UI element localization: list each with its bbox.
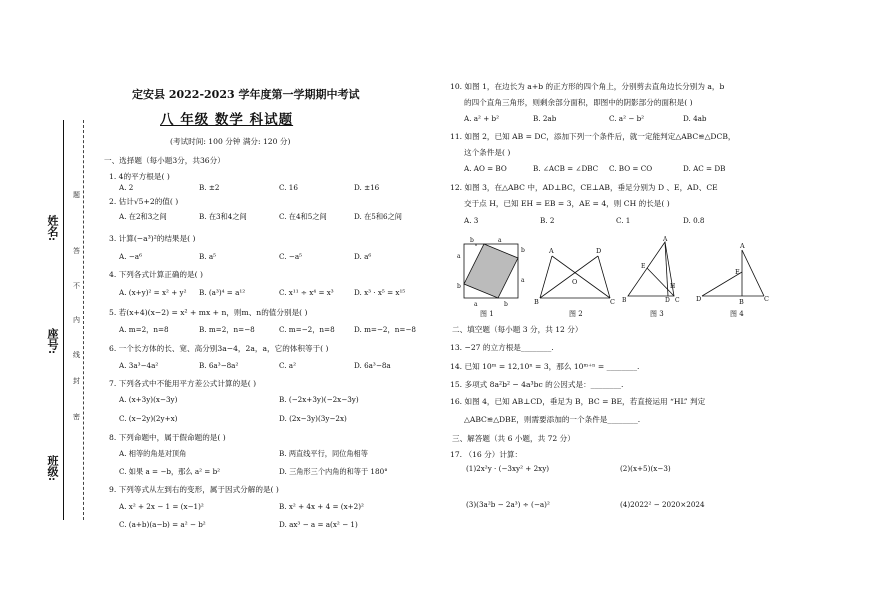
seat-label: 座号: (46, 328, 59, 355)
option: B. x² + 4x + 4 = (x+2)² (279, 502, 364, 511)
question-stem: 8. 下列命题中，属于假命题的是( ) (109, 433, 226, 442)
option: D. 4ab (683, 114, 707, 123)
svg-text:b: b (504, 301, 508, 308)
seal-word: 内 (73, 316, 80, 324)
question-stem: 3. 计算(−a³)²的结果是( ) (109, 234, 196, 243)
option: C. m=−2，n=8 (279, 325, 335, 334)
option: B. ±2 (199, 183, 220, 192)
question-stem: 7. 下列各式中不能用平方差公式计算的是( ) (109, 379, 257, 388)
figure-2 (540, 256, 610, 298)
option: C. a² (279, 361, 296, 370)
seal-word: 密 (73, 413, 80, 421)
q14: 14. 已知 10ᵐ = 12,10ⁿ = 3，那么 10ᵐ⁺ⁿ = ________. (450, 362, 640, 371)
seal-word: 封 (73, 377, 80, 385)
section2-heading: 二、填空题（每小题 3 分，共 12 分） (452, 325, 583, 334)
svg-text:D: D (596, 247, 602, 255)
option: D. 在5和6之间 (354, 212, 402, 221)
svg-text:B: B (622, 297, 627, 304)
exam-title: 定安县 2022-2023 学年度第一学期期中考试 (132, 88, 360, 101)
seal-dash-line (83, 120, 84, 520)
option: A. 在2和3之间 (119, 212, 167, 221)
option: D. 6a³−8a (354, 361, 391, 370)
exam-info: (考试时间: 100 分钟 满分: 120 分) (170, 137, 291, 146)
svg-text:A: A (740, 242, 745, 250)
option: B. 2 (540, 216, 555, 225)
option: A. 3 (464, 216, 479, 225)
svg-text:E: E (735, 268, 740, 276)
q16-line2: △ABC≌△DBE，则需要添加的一个条件是________. (464, 415, 641, 424)
svg-text:b: b (470, 237, 474, 244)
q10-line2: 的四个直角三角形，则剩余部分面积，即图中的阴影部分的面积是( ) (464, 98, 693, 107)
option: D. AC = DB (683, 164, 726, 173)
option: C. 16 (279, 183, 298, 192)
q17-item: (3)(3a²b − 2a³) ÷ (−a)² (466, 500, 550, 509)
q16-line1: 16. 如图 4，已知 AB⊥CD，垂足为 B，BC = BE，若直接运用 “HL” 判定 (450, 397, 706, 406)
option: C. 在4和5之间 (279, 212, 327, 221)
section3-heading: 三、解答题（共 6 小题，共 72 分） (452, 434, 575, 443)
svg-text:B: B (534, 298, 539, 306)
question-stem: 9. 下列等式从左到右的变形，属于因式分解的是( ) (109, 485, 279, 494)
fig-label: 图 4 (730, 310, 744, 318)
option: D. (2x−3y)(3y−2x) (279, 414, 347, 423)
q10-line1: 10. 如图 1，在边长为 a+b 的正方形的四个角上，分别剪去直角边长分别为 a，b (450, 82, 725, 91)
option: B. m=2，n=−8 (199, 325, 255, 334)
option: A. m=2，n=8 (119, 325, 169, 334)
question-stem: 2. 估计√5+2的值( ) (109, 197, 179, 206)
svg-text:A: A (549, 247, 554, 255)
option: A. AO = BO (464, 164, 507, 173)
question-stem: 5. 若(x+4)(x−2) = x² + mx + n，则m、n的值分别是( ) (109, 308, 308, 317)
figures (452, 236, 782, 320)
figure-1 (464, 244, 518, 298)
option: C. a² − b² (609, 114, 645, 123)
option: A. 3a³−4a² (119, 361, 159, 370)
fig-label: 图 1 (480, 310, 494, 318)
option: B. (a³)⁴ = a¹² (199, 288, 246, 297)
q17-item: (1)2x²y · (−3xy² + 2xy) (466, 464, 550, 473)
option: B. ∠ACB = ∠DBC (533, 164, 599, 173)
option: B. 6a³−8a² (199, 361, 239, 370)
seal-word: 题 (73, 191, 80, 199)
option: B. 2ab (533, 114, 557, 123)
figure-3 (628, 242, 674, 296)
option: C. (a+b)(a−b) = a² − b² (119, 520, 206, 529)
svg-text:D: D (665, 297, 670, 304)
option: B. (−2x+3y)(−2x−3y) (279, 395, 359, 404)
svg-text:a: a (474, 301, 478, 308)
option: A. x² + 2x − 1 = (x−1)² (119, 502, 204, 511)
svg-text:C: C (675, 297, 680, 304)
svg-text:b: b (521, 247, 525, 254)
q17-item: (4)2022² − 2020×2024 (620, 500, 705, 509)
fig-label: 图 3 (650, 310, 664, 318)
option: D. m=−2，n=−8 (354, 325, 416, 334)
seal-word: 答 (73, 247, 80, 255)
svg-text:A: A (663, 236, 668, 243)
svg-text:B: B (739, 298, 744, 306)
option: C. 1 (616, 216, 631, 225)
option: B. a⁵ (199, 252, 217, 261)
svg-text:C: C (610, 298, 615, 306)
fig-label: 图 2 (569, 310, 583, 318)
svg-text:C: C (764, 295, 769, 303)
svg-text:E: E (641, 263, 646, 270)
question-stem: 4. 下列各式计算正确的是( ) (109, 270, 203, 279)
option: D. ax³ − a = a(x² − 1) (279, 520, 358, 529)
q11-line1: 11. 如图 2，已知 AB = DC，添加下列一个条件后，就一定能判定△ABC≌△DCB， (450, 132, 736, 141)
option: D. a⁶ (354, 252, 372, 261)
option: C. x¹¹ ÷ x⁴ = x³ (279, 288, 334, 297)
q17-item: (2)(x+5)(x−3) (620, 464, 671, 473)
svg-text:H: H (670, 283, 676, 290)
option: D. 三角形三个内角的和等于 180° (279, 467, 388, 476)
option: D. 0.8 (683, 216, 705, 225)
svg-text:O: O (572, 278, 578, 286)
option: C. 如果 a = −b，那么 a² = b² (119, 467, 221, 476)
binding-line (63, 120, 64, 520)
q12-line2: 交于点 H，已知 EH = EB = 3，AE = 4，则 CH 的长是( ) (464, 199, 670, 208)
seal-word: 不 (73, 282, 80, 290)
section1-heading: 一、选择题（每小题3分，共36分） (104, 156, 225, 165)
option: A. (x+3y)(x−3y) (119, 395, 178, 404)
q15: 15. 多项式 8a²b² − 4a³bc 的公因式是：________. (450, 380, 624, 389)
option: C. BO = CO (609, 164, 653, 173)
option: A. 2 (119, 183, 134, 192)
svg-text:a: a (521, 277, 525, 284)
class-label: 班级: (46, 455, 59, 482)
option: A. −a⁶ (119, 252, 142, 261)
option: D. ±16 (354, 183, 380, 192)
svg-text:a: a (457, 253, 461, 260)
name-label: 姓名: (46, 215, 59, 242)
option: C. −a⁵ (279, 252, 303, 261)
option: B. 在3和4之间 (199, 212, 247, 221)
q17: 17. （16 分）计算： (450, 450, 523, 459)
seal-word: 线 (73, 351, 80, 359)
figure-4 (702, 250, 764, 296)
q13: 13. −27 的立方根是________. (450, 343, 554, 352)
option: B. 两直线平行，同位角相等 (279, 449, 368, 458)
svg-text:b: b (457, 283, 461, 290)
option: A. a² + b² (464, 114, 500, 123)
q11-line2: 这个条件是( ) (464, 148, 511, 157)
svg-text:D: D (696, 295, 702, 303)
question-stem: 1. 4的平方根是( ) (109, 172, 170, 181)
svg-text:a: a (498, 237, 502, 244)
option: A. 相等的角是对顶角 (119, 449, 187, 458)
exam-subject: 八 年级 数学 科试题 (160, 112, 294, 128)
q12-line1: 12. 如图 3，在△ABC 中，AD⊥BC，CE⊥AB，垂足分别为 D 、E，AD、CE (450, 183, 718, 192)
option: D. x³ · x⁵ = x¹⁵ (354, 288, 406, 297)
option: C. (x−2y)(2y+x) (119, 414, 178, 423)
option: A. (x+y)² = x² + y² (119, 288, 187, 297)
question-stem: 6. 一个长方体的长、宽、高分别3a−4，2a，a，它的体积等于( ) (109, 344, 329, 353)
